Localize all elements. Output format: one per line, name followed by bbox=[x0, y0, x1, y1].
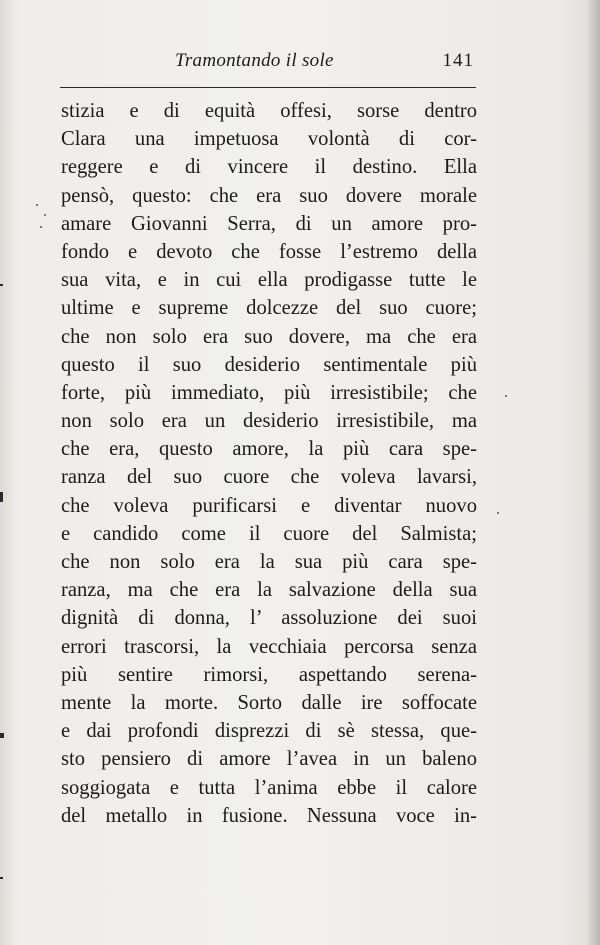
text-line: reggere e di vincere il destino. Ella bbox=[61, 156, 477, 179]
margin-mark bbox=[0, 492, 3, 502]
text-line: più sentire rimorsi, aspettando serena- bbox=[61, 663, 477, 686]
text-line: ranza del suo cuore che voleva lavarsi, bbox=[61, 466, 477, 489]
text-line: sto pensiero di amore l’avea in un baleno bbox=[61, 748, 477, 771]
page-number: 141 bbox=[442, 50, 474, 71]
text-line: dignità di donna, l’ assoluzione dei suoi bbox=[61, 607, 477, 630]
paper-speck bbox=[40, 226, 42, 228]
text-line: Clara una impetuosa volontà di cor- bbox=[61, 128, 477, 151]
text-line: del metallo in fusione. Nessuna voce in- bbox=[61, 804, 477, 827]
text-line: soggiogata e tutta l’anima ebbe il calore bbox=[61, 776, 477, 799]
paper-speck bbox=[36, 204, 38, 206]
text-line: stizia e di equità offesi, sorse dentro bbox=[61, 100, 477, 122]
text-line: questo il suo desiderio sentimentale più bbox=[61, 353, 477, 376]
page-gutter-shadow bbox=[586, 0, 600, 945]
text-line: fondo e devoto che fosse l’estremo della bbox=[61, 240, 477, 263]
text-line: che non solo era suo dovere, ma che era bbox=[61, 325, 477, 348]
text-line: errori trascorsi, la vecchiaia percorsa senza bbox=[61, 635, 477, 658]
margin-mark bbox=[0, 733, 4, 738]
running-title: Tramontando il sole bbox=[175, 50, 334, 71]
text-line: e candido come il cuore del Salmista; bbox=[61, 522, 477, 545]
text-line: che non solo era la sua più cara spe- bbox=[61, 551, 477, 573]
margin-mark bbox=[0, 877, 3, 879]
text-line: amare Giovanni Serra, di un amore pro- bbox=[61, 212, 477, 235]
paper-speck bbox=[497, 512, 499, 514]
paper-speck bbox=[44, 214, 46, 216]
text-line: non solo era un desiderio irresistibile, ma bbox=[61, 410, 477, 433]
text-line: ultime e supreme dolcezze del suo cuore; bbox=[61, 297, 477, 320]
margin-mark bbox=[0, 284, 3, 286]
text-line: e dai profondi disprezzi di sè stessa, que- bbox=[61, 720, 477, 743]
text-line: che voleva purificarsi e diventar nuovo bbox=[61, 494, 477, 517]
text-line: sua vita, e in cui ella prodigasse tutte le bbox=[61, 269, 477, 292]
text-line: ranza, ma che era la salvazione della sua bbox=[61, 579, 477, 602]
running-head bbox=[60, 48, 478, 74]
header-rule bbox=[60, 87, 476, 88]
body-text bbox=[61, 97, 477, 830]
text-line: che era, questo amore, la più cara spe- bbox=[61, 438, 477, 461]
paper-speck bbox=[505, 395, 507, 397]
text-line: forte, più immediato, più irresistibile; che bbox=[61, 381, 477, 404]
text-line: mente la morte. Sorto dalle ire soffocate bbox=[61, 691, 477, 714]
text-line: pensò, questo: che era suo dovere morale bbox=[61, 184, 477, 207]
